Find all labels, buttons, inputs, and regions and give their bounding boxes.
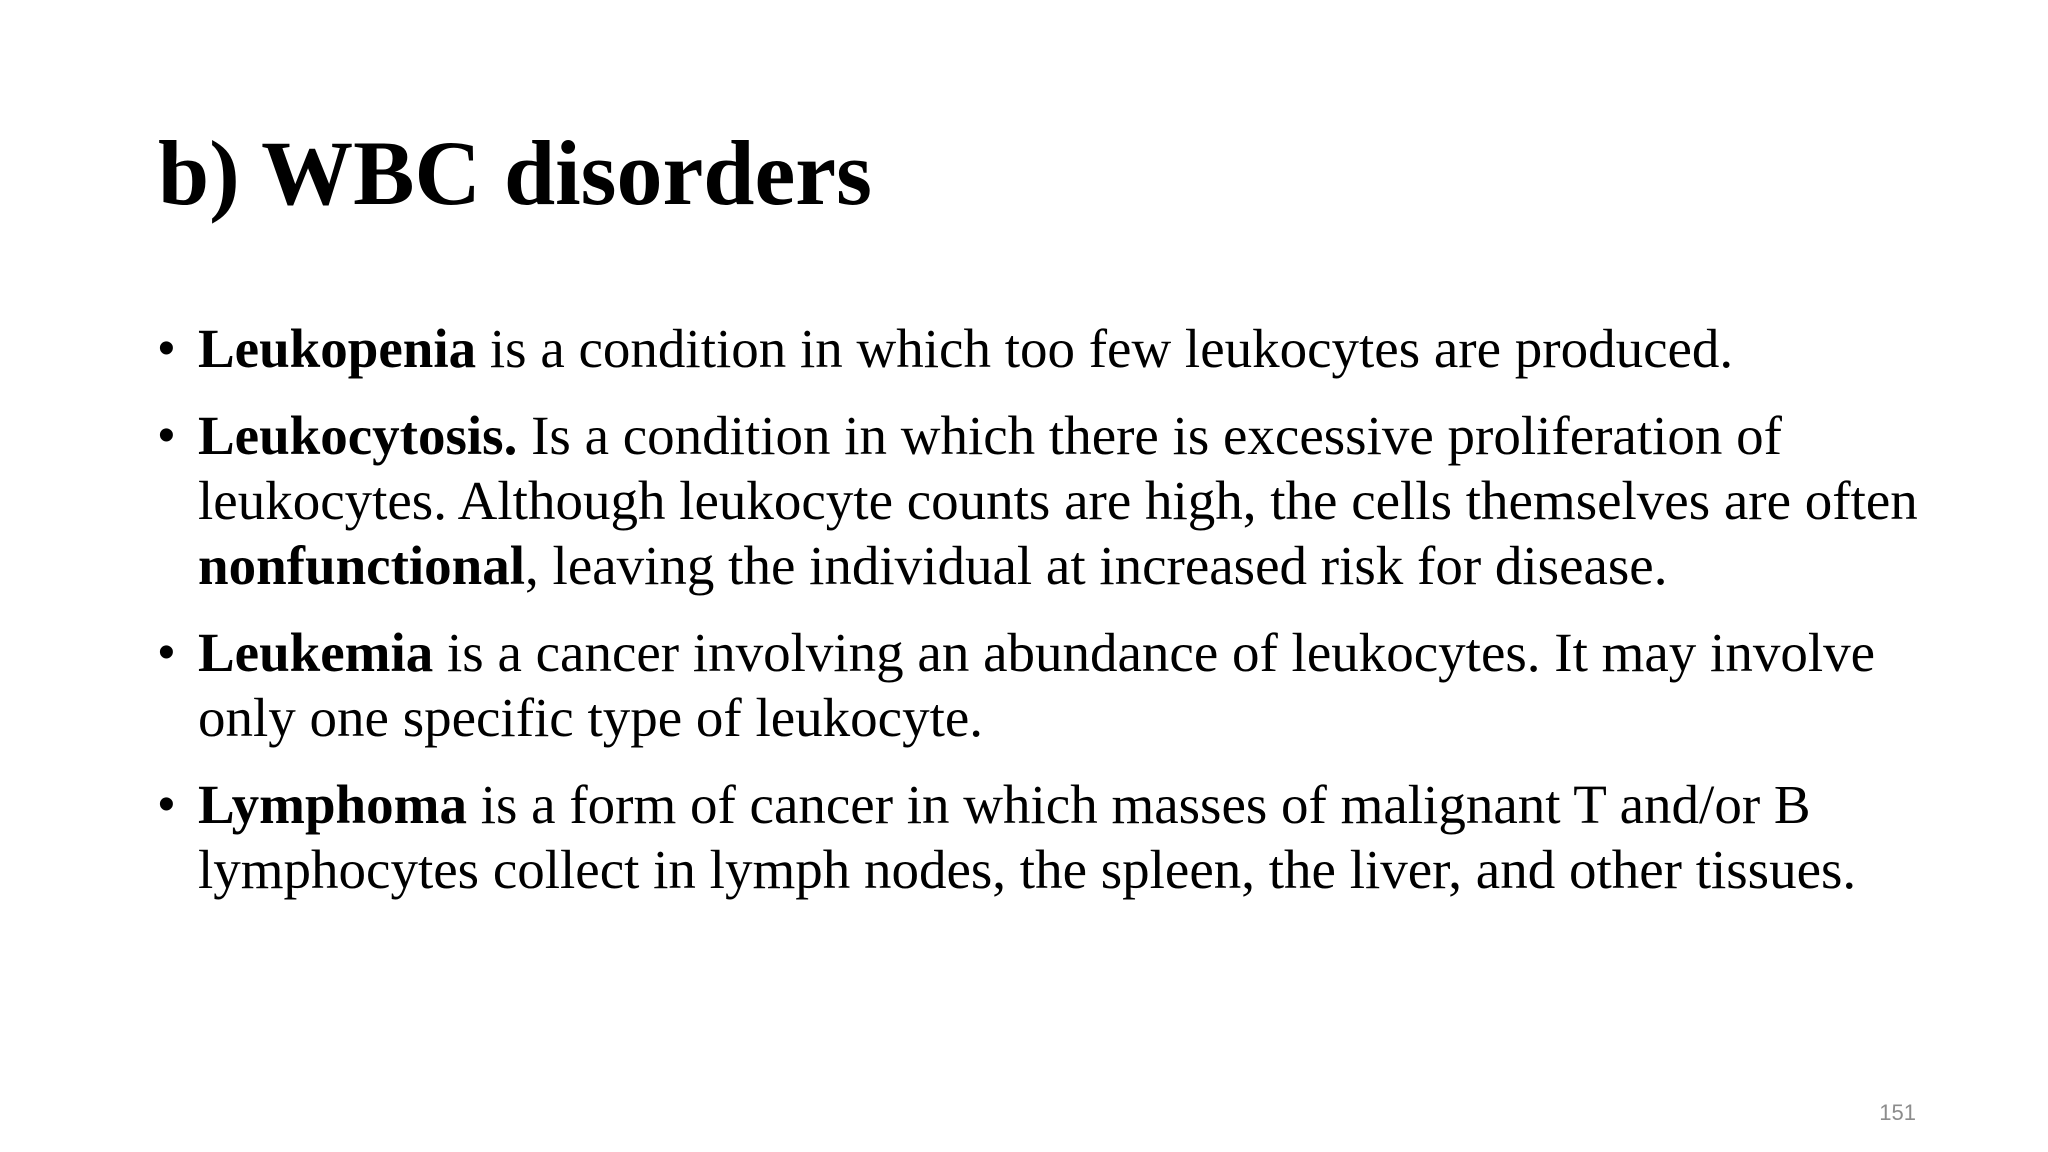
slide-page-number: 151 bbox=[1879, 1100, 1916, 1125]
bullet-marker: • bbox=[158, 322, 175, 375]
definition-leukocytosis-part1: Is a condition in which there is excessive proliferation of leukocytes. Although leukocyte counts are high, the cells themselves are often bbox=[198, 405, 1918, 531]
term-leukopenia: Leukopenia bbox=[198, 318, 477, 379]
definition-leukemia: is a cancer involving an abundance of leukocytes. It may involve only one specific type of leukocyte. bbox=[198, 622, 1876, 748]
bullet-leukemia bbox=[158, 620, 1948, 750]
definition-leukocytosis-part2: , leaving the individual at increased risk for disease. bbox=[525, 535, 1668, 596]
bullet-marker: • bbox=[158, 626, 175, 679]
bullet-marker: • bbox=[158, 409, 175, 462]
definition-lymphoma: is a form of cancer in which masses of malignant T and/or B lymphocytes collect in lymph nodes, the spleen, the liver, and other tissues. bbox=[198, 774, 1857, 900]
definition-leukopenia: is a condition in which too few leukocytes are produced. bbox=[476, 318, 1734, 379]
bullet-leukopenia bbox=[158, 316, 1948, 381]
bullet-list bbox=[158, 316, 1948, 924]
bullet-leukocytosis bbox=[158, 403, 1948, 598]
term-leukemia: Leukemia bbox=[198, 622, 434, 683]
emphasis-nonfunctional: nonfunctional bbox=[198, 535, 526, 596]
term-leukocytosis: Leukocytosis. bbox=[198, 405, 518, 466]
bullet-lymphoma bbox=[158, 772, 1948, 902]
bullet-marker: • bbox=[158, 778, 175, 831]
slide-title: b) WBC disorders bbox=[158, 122, 872, 224]
term-lymphoma: Lymphoma bbox=[198, 774, 467, 835]
